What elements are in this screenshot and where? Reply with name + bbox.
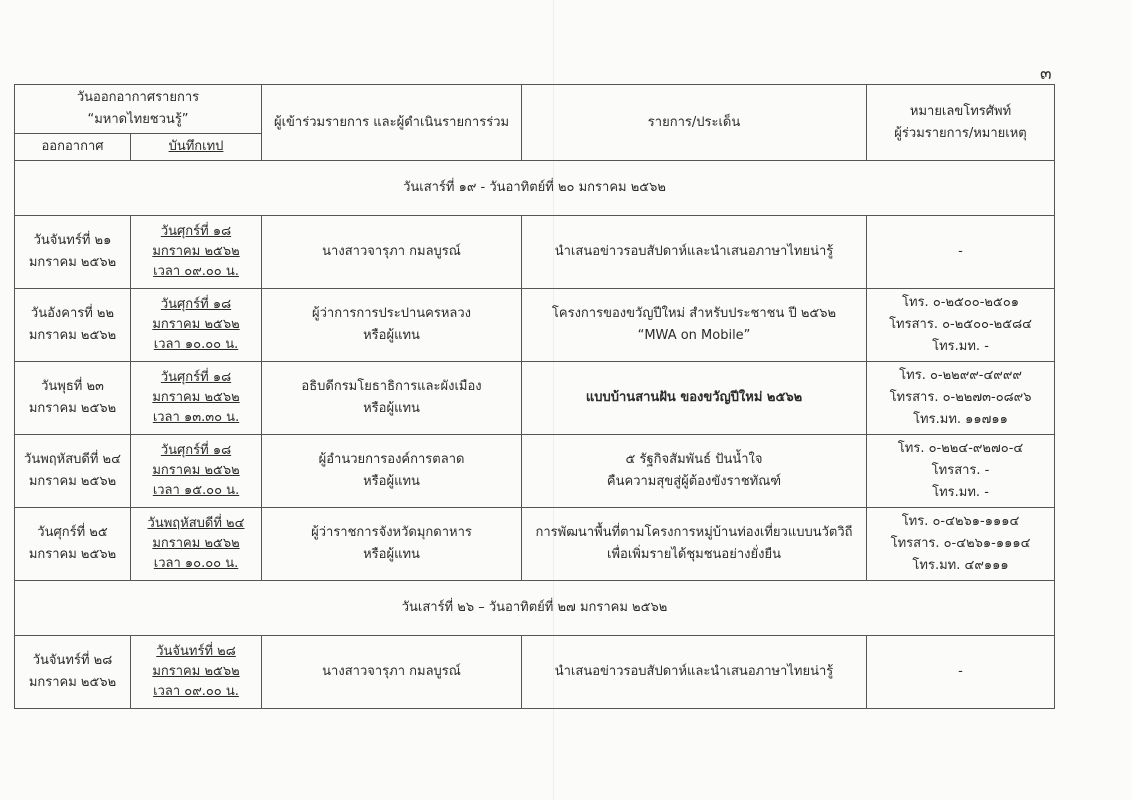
phone-number: โทร.มท. - xyxy=(932,339,989,354)
week-row xyxy=(15,581,1055,636)
participant-name: นางสาวจารุภา กมลบูรณ์ xyxy=(322,244,461,259)
phone-number: โทร.มท. - xyxy=(932,485,989,500)
recording-cell xyxy=(131,636,262,709)
topic-text: โครงการของขวัญปีใหม่ สำหรับประชาชน ปี ๒๕๖๒ xyxy=(551,306,837,321)
phone-number: โทรสาร. - xyxy=(931,463,990,478)
recording-date: วันศุกร์ที่ ๑๘ xyxy=(160,297,232,312)
recording-date: เวลา ๑๐.๐๐ น. xyxy=(153,337,239,352)
recording-cell xyxy=(131,289,262,362)
recording-date: วันศุกร์ที่ ๑๘ xyxy=(160,224,232,239)
broadcast-date: มกราคม ๒๕๖๒ xyxy=(28,547,117,562)
participant-name: นางสาวจารุภา กมลบูรณ์ xyxy=(322,664,461,679)
table-row xyxy=(15,508,1055,581)
recording-cell xyxy=(131,508,262,581)
recording-date: มกราคม ๒๕๖๒ xyxy=(152,664,240,679)
phone-cell xyxy=(867,289,1055,362)
recording-date: วันศุกร์ที่ ๑๘ xyxy=(160,370,232,385)
participant-cell xyxy=(262,508,522,581)
recording-date: วันศุกร์ที่ ๑๘ xyxy=(160,443,232,458)
recording-date: มกราคม ๒๕๖๒ xyxy=(152,244,240,259)
schedule-body xyxy=(15,161,1055,709)
phone-number: - xyxy=(958,664,963,679)
topic-cell xyxy=(522,435,867,508)
topic-text: เพื่อเพิ่มรายได้ชุมชนอย่างยั่งยืน xyxy=(607,547,781,562)
topic-cell xyxy=(522,216,867,289)
week-row xyxy=(15,161,1055,216)
recording-date: มกราคม ๒๕๖๒ xyxy=(152,317,240,332)
broadcast-date: มกราคม ๒๕๖๒ xyxy=(28,675,117,690)
broadcast-header: ออกอากาศ xyxy=(15,134,131,161)
participant-name: หรือผู้แทน xyxy=(363,328,420,343)
participant-name: ผู้ว่าราชการจังหวัดมุกดาหาร xyxy=(311,525,472,540)
phone-cell xyxy=(867,435,1055,508)
table-row xyxy=(15,216,1055,289)
topic-text: นำเสนอข่าวรอบสัปดาห์และนำเสนอภาษาไทยน่ารู้ xyxy=(554,244,834,259)
phone-cell xyxy=(867,216,1055,289)
participant-cell xyxy=(262,435,522,508)
topic-cell xyxy=(522,508,867,581)
week-label: วันเสาร์ที่ ๑๙ - วันอาทิตย์ที่ ๒๐ มกราคม ๒๕๖๒ xyxy=(15,161,1055,216)
phone-header-line1: หมายเลขโทรศัพท์ xyxy=(909,103,1012,119)
topic-text: การพัฒนาพื้นที่ตามโครงการหมู่บ้านท่องเที่ยวแบบนวัตวิถี xyxy=(535,525,853,540)
participant-cell xyxy=(262,636,522,709)
participant-name: อธิบดีกรมโยธาธิการและผังเมือง xyxy=(301,379,482,394)
phone-header xyxy=(867,85,1055,161)
broadcast-date: มกราคม ๒๕๖๒ xyxy=(28,255,117,270)
schedule-table xyxy=(14,84,1055,709)
broadcast-cell xyxy=(15,636,131,709)
participant-name: หรือผู้แทน xyxy=(363,401,420,416)
participant-name: หรือผู้แทน xyxy=(363,547,420,562)
phone-cell xyxy=(867,636,1055,709)
phone-number: - xyxy=(958,244,963,259)
topic-header: รายการ/ประเด็น xyxy=(522,85,867,161)
topic-text: ๕ รัฐกิจสัมพันธ์ ปันน้ำใจ xyxy=(625,452,763,467)
recording-cell xyxy=(131,435,262,508)
phone-cell xyxy=(867,362,1055,435)
broadcast-date: วันอังคารที่ ๒๒ xyxy=(30,306,115,321)
participant-cell xyxy=(262,289,522,362)
participant-name: ผู้อำนวยการองค์การตลาด xyxy=(318,452,465,467)
recording-date: เวลา ๑๕.๐๐ น. xyxy=(152,483,240,498)
broadcast-date: วันจันทร์ที่ ๒๘ xyxy=(32,653,113,668)
phone-number: โทร. ๐-๒๕๐๐-๒๕๐๑ xyxy=(902,295,1020,310)
broadcast-cell xyxy=(15,435,131,508)
recording-date: เวลา ๐๙.๐๐ น. xyxy=(153,684,239,699)
broadcast-cell xyxy=(15,508,131,581)
phone-number: โทร. ๐-๔๒๖๑-๑๑๑๔ xyxy=(901,514,1020,529)
phone-number: โทรสาร. ๐-๔๒๖๑-๑๑๑๔ xyxy=(890,536,1031,551)
recording-header xyxy=(131,134,262,161)
phone-header-line2: ผู้ร่วมรายการ/หมายเหตุ xyxy=(894,125,1027,141)
recording-date: เวลา ๐๙.๐๐ น. xyxy=(153,264,239,279)
participants-header: ผู้เข้าร่วมรายการ และผู้ดำเนินรายการร่วม xyxy=(262,85,522,161)
broadcast-date: วันพุธที่ ๒๓ xyxy=(41,379,104,394)
program-name: “มหาดไทยชวนรู้” xyxy=(87,112,189,127)
air-date-group-header xyxy=(15,85,262,134)
recording-header-label: บันทึกเทป xyxy=(168,139,224,154)
recording-date: มกราคม ๒๕๖๒ xyxy=(152,463,240,478)
recording-date: วันจันทร์ที่ ๒๘ xyxy=(156,644,236,659)
broadcast-date: วันพฤหัสบดีที่ ๒๔ xyxy=(24,452,121,467)
participant-name: หรือผู้แทน xyxy=(363,474,420,489)
topic-text: นำเสนอข่าวรอบสัปดาห์และนำเสนอภาษาไทยน่ารู้ xyxy=(554,664,834,679)
topic-cell xyxy=(522,362,867,435)
topic-text: แบบบ้านสานฝัน ของขวัญปีใหม่ ๒๕๖๒ xyxy=(585,390,803,405)
phone-number: โทร.มท. ๔๙๑๑๑ xyxy=(912,558,1009,573)
recording-date: วันพฤหัสบดีที่ ๒๔ xyxy=(147,516,245,531)
broadcast-cell xyxy=(15,289,131,362)
phone-cell xyxy=(867,508,1055,581)
broadcast-cell xyxy=(15,362,131,435)
table-row xyxy=(15,362,1055,435)
topic-cell xyxy=(522,636,867,709)
recording-date: มกราคม ๒๕๖๒ xyxy=(152,536,240,551)
broadcast-date: วันจันทร์ที่ ๒๑ xyxy=(33,233,112,248)
broadcast-date: วันศุกร์ที่ ๒๕ xyxy=(37,525,108,540)
recording-date: เวลา ๑๓.๓๐ น. xyxy=(152,410,240,425)
phone-number: โทร.มท. ๑๑๗๑๑ xyxy=(913,412,1008,427)
topic-cell xyxy=(522,289,867,362)
recording-date: มกราคม ๒๕๖๒ xyxy=(152,390,240,405)
page-number: ๓ xyxy=(1040,64,1052,84)
participant-cell xyxy=(262,216,522,289)
broadcast-date: มกราคม ๒๕๖๒ xyxy=(28,474,117,489)
participant-name: ผู้ว่าการการประปานครหลวง xyxy=(311,306,472,321)
phone-number: โทรสาร. ๐-๒๒๗๓-๐๘๙๖ xyxy=(889,390,1032,405)
phone-number: โทรสาร. ๐-๒๕๐๐-๒๕๘๔ xyxy=(889,317,1032,332)
topic-text: “MWA on Mobile” xyxy=(637,328,751,343)
phone-number: โทร. ๐-๒๒๙๙-๔๙๙๙ xyxy=(899,368,1022,383)
broadcast-cell xyxy=(15,216,131,289)
recording-date: เวลา ๑๐.๐๐ น. xyxy=(153,556,239,571)
table-row xyxy=(15,435,1055,508)
table-row xyxy=(15,289,1055,362)
week-label: วันเสาร์ที่ ๒๖ – วันอาทิตย์ที่ ๒๗ มกราคม ๒๕๖๒ xyxy=(15,581,1055,636)
phone-number: โทร. ๐-๒๒๔-๙๒๗๐-๔ xyxy=(897,441,1024,456)
recording-cell xyxy=(131,216,262,289)
table-row xyxy=(15,636,1055,709)
air-date-group-title: วันออกอากาศรายการ xyxy=(76,90,200,105)
broadcast-date: มกราคม ๒๕๖๒ xyxy=(28,328,117,343)
participant-cell xyxy=(262,362,522,435)
topic-text: คืนความสุขสู่ผู้ต้องขังราชทัณฑ์ xyxy=(606,474,782,489)
broadcast-date: มกราคม ๒๕๖๒ xyxy=(28,401,117,416)
recording-cell xyxy=(131,362,262,435)
